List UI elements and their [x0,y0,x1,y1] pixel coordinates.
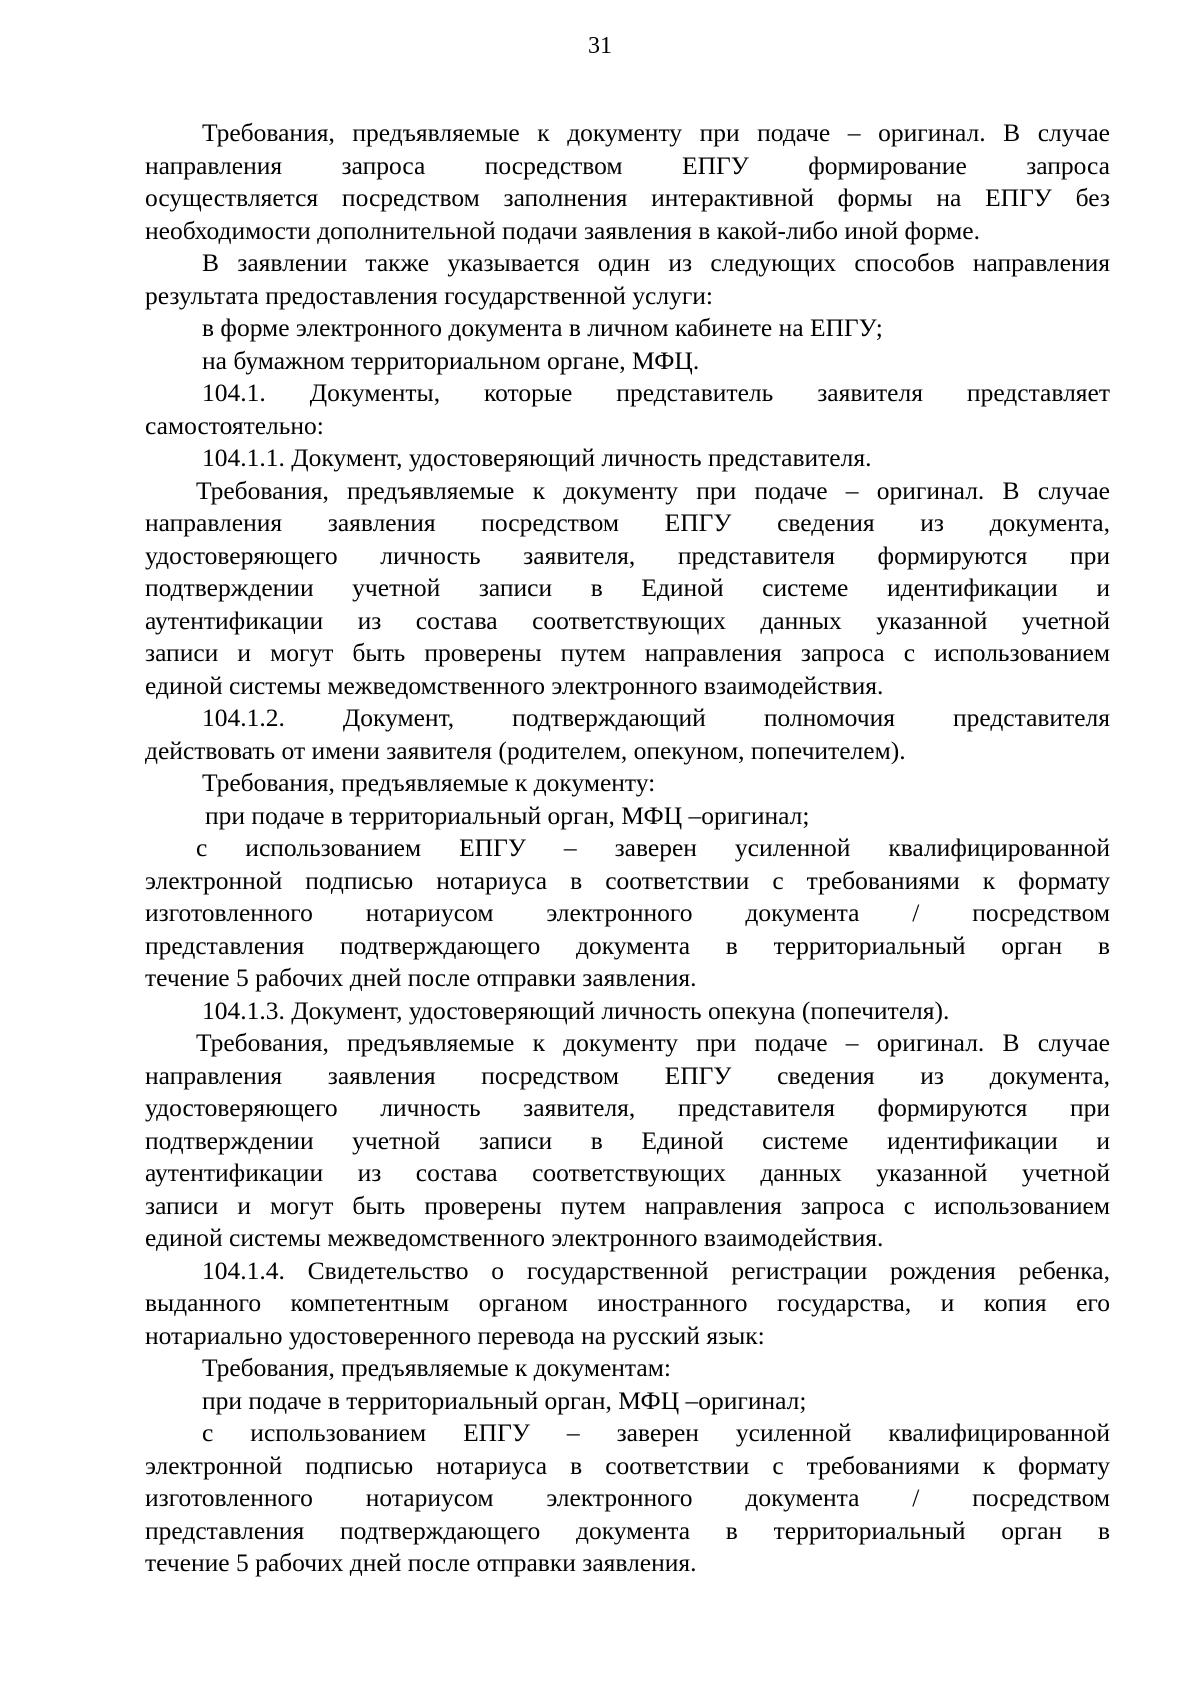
text-line: 104.1.2. Документ, подтверждающий полномочия представителя [202,703,1110,732]
paragraph [145,1352,1110,1385]
paragraph [145,767,1110,800]
text-line: осуществляется посредством заполнения интерактивной формы на ЕПГУ без [145,183,1110,212]
text-line: направления запроса посредством ЕПГУ формирование запроса [145,150,1110,180]
text-line: в форме электронного документа в личном кабинете на ЕПГУ; [202,313,883,342]
paragraph [145,995,1110,1028]
text-line: электронной подписью нотариуса в соответствии с требованиями к формату [145,865,1110,895]
document-body [145,117,1110,1580]
paragraph [145,1027,1110,1255]
text-line: направления заявления посредством ЕПГУ сведения из документа, [145,1060,1110,1090]
text-line: 104.1.4. Свидетельство о государственной регистрации рождения ребенка, [202,1255,1110,1285]
text-line: 104.1.1. Документ, удостоверяющий личность представителя. [202,443,872,472]
paragraph [145,442,1110,475]
text-line: единой системы межведомственного электронного взаимодействия. [145,1223,884,1252]
text-line: с использованием ЕПГУ – заверен усиленной квалифицированной [196,833,1110,862]
text-line: представления подтверждающего документа в территориальный орган в [145,930,1110,960]
text-line: записи и могут быть проверены путем направления запроса с использованием [145,1190,1110,1220]
page-number: 31 [588,33,612,59]
paragraph [145,377,1110,442]
text-line: Требования, предъявляемые к документу при подаче – оригинал. В случае [202,118,1110,147]
text-line: течение 5 рабочих дней после отправки заявления. [145,1548,697,1577]
text-line: 104.1.3. Документ, удостоверяющий личность опекуна (попечителя). [202,995,950,1025]
text-line: на бумажном территориальном органе, МФЦ. [202,345,700,375]
text-line: при подаче в территориальный орган, МФЦ –оригинал; [205,800,810,830]
text-line: необходимости дополнительной подачи заявления в какой-либо иной форме. [145,215,980,245]
paragraph [145,117,1110,247]
text-line: аутентификации из состава соответствующих данных указанной учетной [145,1158,1110,1187]
paragraph [145,832,1110,995]
text-line: Требования, предъявляемые к документу при подаче – оригинал. В случае [196,475,1110,505]
text-line: нотариально удостоверенного перевода на русский язык: [145,1320,765,1350]
text-line: Требования, предъявляемые к документу: [202,768,656,797]
text-line: изготовленного нотариусом электронного документа / посредством [145,898,1110,927]
paragraph [145,1385,1110,1418]
text-line: единой системы межведомственного электронного взаимодействия. [145,670,884,700]
text-line: при подаче в территориальный орган, МФЦ –оригинал; [202,1385,807,1415]
text-line: изготовленного нотариусом электронного документа / посредством [145,1483,1110,1512]
text-line: с использованием ЕПГУ – заверен усиленной квалифицированной [202,1418,1110,1447]
paragraph [145,1417,1110,1580]
text-line: Требования, предъявляемые к документу при подаче – оригинал. В случае [196,1028,1110,1057]
paragraph [145,1255,1110,1353]
text-line: представления подтверждающего документа в территориальный орган в [145,1515,1110,1545]
text-line: самостоятельно: [145,410,324,440]
text-line: подтверждении учетной записи в Единой системе идентификации и [145,1125,1110,1155]
text-line: удостоверяющего личность заявителя, представителя формируются при [145,540,1110,570]
text-line: результата предоставления государственной услуги: [145,280,714,310]
text-line: электронной подписью нотариуса в соответствии с требованиями к формату [145,1450,1110,1480]
text-line: Требования, предъявляемые к документам: [202,1353,671,1382]
text-line: течение 5 рабочих дней после отправки заявления. [145,963,697,992]
paragraph [145,312,1110,345]
paragraph [145,702,1110,767]
text-line: действовать от имени заявителя (родителем, опекуном, попечителем). [145,735,906,765]
text-line: подтверждении учетной записи в Единой системе идентификации и [145,573,1110,602]
text-line: направления заявления посредством ЕПГУ сведения из документа, [145,508,1110,537]
text-line: записи и могут быть проверены путем направления запроса с использованием [145,638,1110,667]
text-line: выданного компетентным органом иностранного государства, и копия его [145,1288,1110,1317]
paragraph [145,800,1110,833]
text-line: удостоверяющего личность заявителя, представителя формируются при [145,1093,1110,1122]
text-line: В заявлении также указывается один из следующих способов направления [202,248,1110,277]
paragraph [145,345,1110,378]
paragraph [145,475,1110,703]
paragraph [145,247,1110,312]
text-line: аутентификации из состава соответствующих данных указанной учетной [145,605,1110,635]
text-line: 104.1. Документы, которые представитель заявителя представляет [202,378,1110,407]
